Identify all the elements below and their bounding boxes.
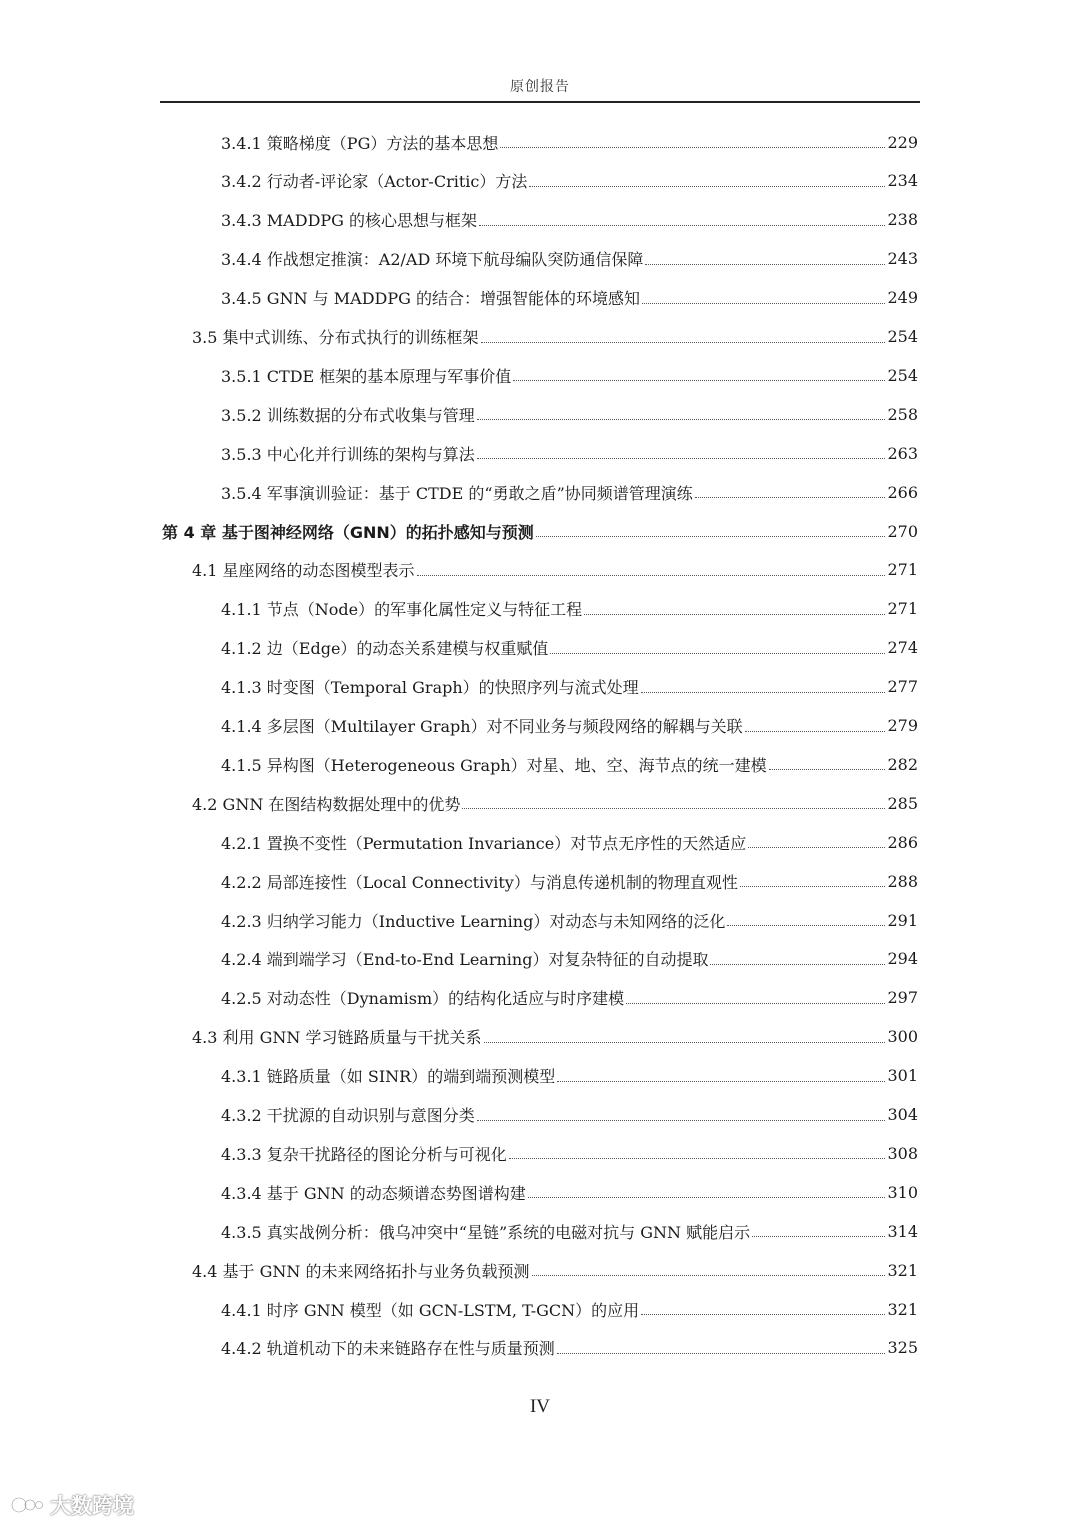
toc-dot-leader — [557, 1352, 886, 1354]
toc-entry — [221, 668, 918, 706]
toc-entry-label: 3.4.4 作战想定推演：A2/AD 环境下航母编队突防通信保障 — [221, 250, 644, 270]
page-header: 原创报告 — [510, 79, 570, 95]
toc-entry — [221, 123, 918, 161]
toc-entry-label: 3.4.3 MADDPG 的核心思想与框架 — [221, 211, 478, 231]
toc-entry-label: 4.1.3 时变图（Temporal Graph）的快照序列与流式处理 — [221, 678, 639, 698]
toc-entry — [221, 279, 918, 317]
toc-entry-label: 3.4.5 GNN 与 MADDPG 的结合：增强智能体的环境感知 — [221, 289, 640, 309]
toc-dot-leader — [740, 885, 886, 887]
toc-entry — [221, 862, 918, 900]
toc-dot-leader — [641, 1313, 885, 1315]
toc-entry-page: 310 — [887, 1182, 918, 1202]
toc-entry-page: 314 — [887, 1221, 918, 1241]
toc-entry-label: 4.1.1 节点（Node）的军事化属性定义与特征工程 — [221, 600, 583, 620]
toc-entry-label: 4.4 基于 GNN 的未来网络拓扑与业务负载预测 — [192, 1261, 530, 1281]
toc-entry-label: 4.2 GNN 在图结构数据处理中的优势 — [192, 794, 461, 814]
toc-dot-leader — [528, 1196, 886, 1198]
toc-entry-label: 4.4.2 轨道机动下的未来链路存在性与质量预测 — [221, 1339, 555, 1359]
toc-entry — [221, 1057, 918, 1095]
toc-entry-page: 271 — [887, 560, 918, 580]
toc-entry-label: 4.2.2 局部连接性（Local Connectivity）与消息传递机制的物理直观性 — [221, 872, 738, 892]
toc-entry — [221, 162, 918, 200]
toc-entry-label: 4.1 星座网络的动态图模型表示 — [192, 561, 415, 581]
toc-dot-leader — [748, 846, 885, 848]
toc-entry — [221, 979, 918, 1017]
toc-entry-label: 3.5.3 中心化并行训练的架构与算法 — [221, 444, 475, 464]
watermark-text: 大数跨境 — [50, 1494, 134, 1518]
toc-entry-label: 4.3.5 真实战例分析：俄乌冲突中“星链”系统的电磁对抗与 GNN 赋能启示 — [221, 1222, 751, 1242]
toc-entry-page: 238 — [887, 210, 918, 230]
toc-entry — [221, 1096, 918, 1134]
toc-entry-label: 3.4.1 策略梯度（PG）方法的基本思想 — [221, 133, 499, 153]
toc-entry — [221, 1329, 918, 1367]
toc-entry-page: 321 — [887, 1260, 918, 1280]
toc-entry-label: 4.2.3 归纳学习能力（Inductive Learning）对动态与未知网络的泛化 — [221, 911, 726, 931]
toc-dot-leader — [626, 1002, 885, 1004]
toc-entry — [221, 1173, 918, 1211]
toc-entry-label: 4.4.1 时序 GNN 模型（如 GCN-LSTM, T-GCN）的应用 — [221, 1300, 640, 1320]
toc-entry — [192, 318, 918, 356]
toc-entry — [221, 629, 918, 667]
toc-entry-page: 229 — [887, 132, 918, 152]
toc-entry-page: 271 — [887, 599, 918, 619]
toc-entry-page: 243 — [887, 249, 918, 269]
toc-dot-leader — [642, 302, 885, 304]
toc-entry-label: 3.5.2 训练数据的分布式收集与管理 — [221, 405, 475, 425]
toc-dot-leader — [529, 185, 885, 187]
toc-entry — [192, 1018, 918, 1056]
toc-dot-leader — [477, 418, 886, 420]
toc-entry — [192, 1251, 918, 1289]
toc-entry-page: 266 — [887, 482, 918, 502]
toc-entry-page: 234 — [887, 171, 918, 191]
toc-entry-page: 277 — [887, 677, 918, 697]
toc-entry-label: 4.2.1 置换不变性（Permutation Invariance）对节点无序性的天然适应 — [221, 833, 747, 853]
toc-chapter-entry — [162, 512, 918, 550]
toc-entry-label: 4.2.5 对动态性（Dynamism）的结构化适应与时序建模 — [221, 989, 625, 1009]
toc-dot-leader — [550, 652, 885, 654]
toc-dot-leader — [745, 730, 886, 732]
toc-dot-leader — [479, 224, 885, 226]
toc-entry-page: 270 — [887, 521, 918, 541]
toc-entry-page: 301 — [887, 1066, 918, 1086]
toc-entry-page: 249 — [887, 288, 918, 308]
toc-entry-page: 285 — [887, 793, 918, 813]
toc-entry-page: 321 — [887, 1299, 918, 1319]
toc-entry — [192, 551, 918, 589]
toc-entry-label: 4.1.2 边（Edge）的动态关系建模与权重赋值 — [221, 639, 549, 659]
toc-entry — [192, 784, 918, 822]
toc-entry — [221, 901, 918, 939]
toc-entry-page: 254 — [887, 365, 918, 385]
toc-entry-label: 4.3.4 基于 GNN 的动态频谱态势图谱构建 — [221, 1183, 526, 1203]
toc-entry-page: 294 — [887, 949, 918, 969]
toc-dot-leader — [484, 1041, 886, 1043]
toc-dot-leader — [695, 496, 886, 498]
toc-entry-label: 4.1.5 异构图（Heterogeneous Graph）对星、地、空、海节点的统一建模 — [221, 755, 767, 775]
toc-entry — [221, 590, 918, 628]
toc-entry — [221, 240, 918, 278]
toc-dot-leader — [727, 924, 885, 926]
toc-entry-label: 3.5 集中式训练、分布式执行的训练框架 — [192, 328, 479, 347]
toc-entry-label: 4.2.4 端到端学习（End-to-End Learning）对复杂特征的自动提取 — [221, 950, 709, 970]
toc-entry-page: 325 — [887, 1338, 918, 1358]
toc-entry-label: 3.5.1 CTDE 框架的基本原理与军事价值 — [221, 366, 512, 386]
toc-entry — [221, 1134, 918, 1172]
toc-entry-page: 254 — [887, 327, 918, 346]
toc-dot-leader — [752, 1235, 885, 1237]
toc-dot-leader — [710, 963, 885, 965]
toc-dot-leader — [584, 613, 885, 615]
toc-dot-leader — [769, 768, 886, 770]
toc-dot-leader — [513, 379, 885, 381]
toc-entry-page: 286 — [887, 832, 918, 852]
toc-dot-leader — [557, 1080, 885, 1082]
toc-entry-page: 282 — [887, 754, 918, 774]
toc-dot-leader — [536, 535, 886, 537]
toc-entry-page: 304 — [887, 1105, 918, 1124]
toc-entry-label: 3.5.4 军事演训验证：基于 CTDE 的“勇敢之盾”协同频谱管理演练 — [221, 483, 693, 503]
watermark-logo-icon — [10, 1494, 44, 1516]
toc-entry-label: 第 4 章 基于图神经网络（GNN）的拓扑感知与预测 — [162, 522, 534, 542]
toc-entry — [221, 1212, 918, 1250]
toc-dot-leader — [477, 1119, 886, 1121]
toc-entry — [221, 473, 918, 511]
toc-entry-page: 300 — [887, 1027, 918, 1047]
toc-entry — [221, 356, 918, 394]
toc-dot-leader — [462, 807, 885, 809]
toc-dot-leader — [509, 1157, 886, 1159]
toc-entry — [221, 395, 918, 433]
toc-entry — [221, 940, 918, 978]
toc-entry-page: 297 — [887, 988, 918, 1008]
toc-dot-leader — [417, 574, 886, 576]
toc-entry — [221, 434, 918, 472]
toc-dot-leader — [481, 341, 886, 343]
toc-entry-page: 279 — [887, 716, 918, 735]
toc-dot-leader — [477, 457, 886, 459]
toc-entry — [221, 823, 918, 861]
header-divider — [160, 101, 920, 103]
toc-entry-label: 4.3 利用 GNN 学习链路质量与干扰关系 — [192, 1028, 482, 1048]
toc-entry-page: 308 — [887, 1143, 918, 1163]
toc-entry-page: 263 — [887, 443, 918, 463]
toc-entry-label: 4.3.3 复杂干扰路径的图论分析与可视化 — [221, 1144, 507, 1164]
toc-entry — [221, 1290, 918, 1328]
toc-dot-leader — [500, 146, 885, 148]
toc-dot-leader — [645, 263, 885, 265]
toc-entry-label: 4.3.1 链路质量（如 SINR）的端到端预测模型 — [221, 1067, 556, 1087]
toc-entry-page: 274 — [887, 638, 918, 658]
toc-entry-page: 258 — [887, 404, 918, 424]
toc-dot-leader — [641, 691, 886, 693]
page-number: IV — [529, 1396, 551, 1417]
toc-dot-leader — [532, 1274, 886, 1276]
toc-entry-page: 288 — [887, 871, 918, 891]
toc-entry-page: 291 — [887, 910, 918, 930]
toc-entry-label: 3.4.2 行动者-评论家（Actor-Critic）方法 — [221, 172, 528, 192]
toc-entry — [221, 201, 918, 239]
toc-entry-label: 4.1.4 多层图（Multilayer Graph）对不同业务与频段网络的解耦与关联 — [221, 717, 743, 736]
toc-entry-label: 4.3.2 干扰源的自动识别与意图分类 — [221, 1106, 475, 1125]
toc-entry — [221, 745, 918, 783]
toc-entry — [221, 707, 918, 745]
watermark — [10, 1490, 134, 1520]
